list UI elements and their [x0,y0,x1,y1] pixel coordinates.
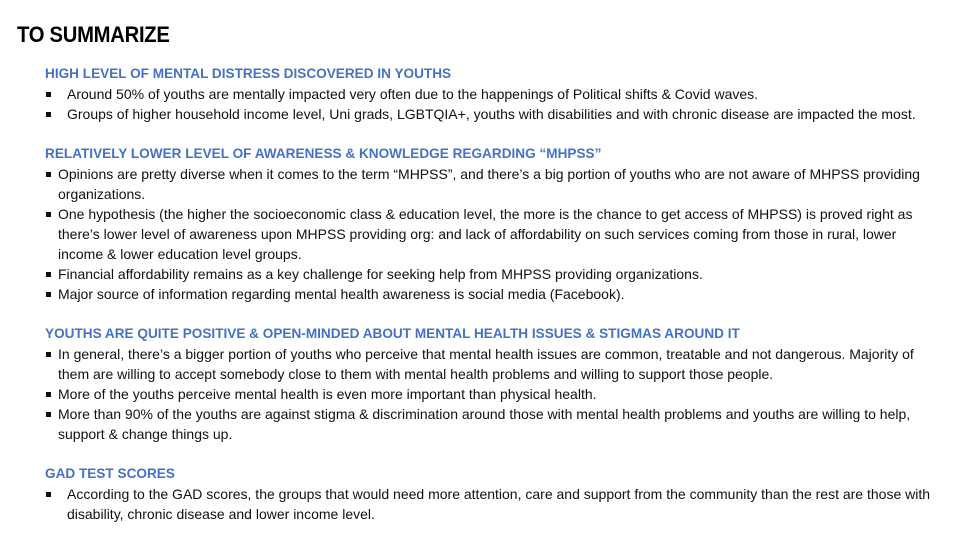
section-positive-attitude [45,324,935,444]
bullet-item: Major source of information regarding mental health awareness is social media (Facebook). [45,284,935,304]
section-heading: GAD TEST SCORES [45,466,175,481]
bullet-item: Opinions are pretty diverse when it comes to the term “MHPSS”, and there’s a big portion of youths who are not aware of MHPSS providing organizations. [45,164,935,204]
bullet-list [45,484,935,524]
bullet-item: Financial affordability remains as a key challenge for seeking help from MHPSS providing organizations. [45,264,935,284]
bullet-list [45,344,935,444]
bullet-item: In general, there’s a bigger portion of youths who perceive that mental health issues are common, treatable and not dangerous. Majority of them are willing to accept somebody close to them with mental health problems and willing to support those people. [45,344,935,384]
section-heading: RELATIVELY LOWER LEVEL OF AWARENESS & KNOWLEDGE REGARDING “MHPSS” [45,146,602,161]
bullet-item: Around 50% of youths are mentally impacted very often due to the happenings of Political shifts & Covid waves. [45,84,935,104]
section-gad-scores [45,464,935,524]
bullet-list [45,84,935,124]
slide-title: TO SUMMARIZE [17,22,170,47]
bullet-item: More than 90% of the youths are against stigma & discrimination around those with mental health problems and youths are willing to help, support & change things up. [45,404,935,444]
bullet-item: According to the GAD scores, the groups that would need more attention, care and support from the community than the rest are those with disability, chronic disease and lower income level. [45,484,935,524]
section-heading: YOUTHS ARE QUITE POSITIVE & OPEN-MINDED ABOUT MENTAL HEALTH ISSUES & STIGMAS AROUND IT [45,326,740,341]
summary-content [45,64,935,544]
section-mental-distress [45,64,935,124]
bullet-list [45,164,935,304]
bullet-item: Groups of higher household income level, Uni grads, LGBTQIA+, youths with disabilities and with chronic disease are impacted the most. [45,104,935,124]
bullet-item: One hypothesis (the higher the socioeconomic class & education level, the more is the chance to get access of MHPSS) is proved right as there’s lower level of awareness upon MHPSS providing org: and lack of affordability on such services coming from those in rural, lower income & lower education level groups. [45,204,935,264]
section-heading: HIGH LEVEL OF MENTAL DISTRESS DISCOVERED IN YOUTHS [45,66,452,81]
section-awareness [45,144,935,304]
bullet-item: More of the youths perceive mental health is even more important than physical health. [45,384,935,404]
